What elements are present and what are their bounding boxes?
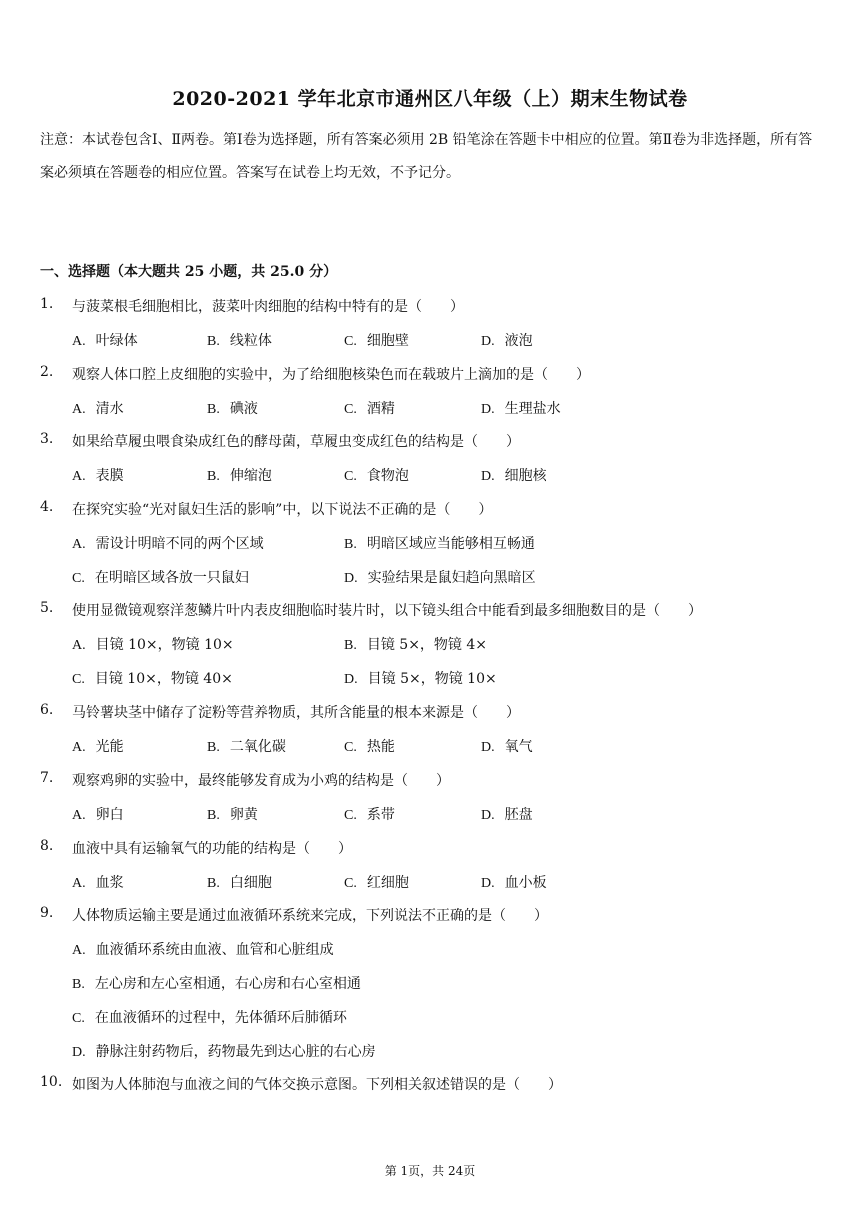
option-letter: D. bbox=[481, 334, 495, 349]
option-letter: A. bbox=[72, 808, 86, 823]
option-letter: B. bbox=[207, 469, 220, 484]
option-letter: C. bbox=[72, 571, 85, 586]
answer-option bbox=[344, 804, 395, 824]
option-letter: B. bbox=[207, 740, 220, 755]
option-text: 卵白 bbox=[95, 807, 124, 823]
question-number: 1. bbox=[40, 296, 54, 312]
question-number: 8. bbox=[40, 838, 54, 854]
option-letter: D. bbox=[481, 469, 495, 484]
option-letter: B. bbox=[207, 402, 220, 417]
option-text: 血液循环系统由血液、血管和心脏组成 bbox=[95, 942, 334, 958]
question-number: 10. bbox=[40, 1074, 63, 1090]
option-letter: C. bbox=[344, 808, 357, 823]
option-letter: C. bbox=[72, 1011, 85, 1026]
option-letter: B. bbox=[72, 977, 85, 992]
answer-option bbox=[344, 330, 409, 350]
exam-notice: 注意：本试卷包含Ⅰ、Ⅱ两卷。第Ⅰ卷为选择题，所有答案必须用 2B 铅笔涂在答题卡中相应的位置。第Ⅱ卷为非选择题，所有答案必须填在答题卷的相应位置。答案写在试卷上均无效，不予记分。 bbox=[40, 132, 813, 181]
answer-option bbox=[207, 804, 258, 824]
option-text: 红细胞 bbox=[366, 875, 409, 891]
exam-title: 2020-2021 学年北京市通州区八年级（上）期末生物试卷 bbox=[172, 88, 688, 110]
answer-option bbox=[344, 567, 536, 587]
option-text: 在血液循环的过程中，先体循环后肺循环 bbox=[94, 1010, 347, 1026]
section-heading: 一、选择题（本大题共 25 小题，共 25.0 分） bbox=[40, 264, 338, 280]
option-letter: B. bbox=[207, 876, 220, 891]
option-text: 酒精 bbox=[366, 401, 395, 417]
option-letter: D. bbox=[344, 672, 358, 687]
answer-option bbox=[72, 939, 334, 959]
question-number: 3. bbox=[40, 431, 54, 447]
option-letter: A. bbox=[72, 943, 86, 958]
option-text: 目镜 5×，物镜 10× bbox=[367, 671, 497, 687]
answer-option bbox=[72, 668, 233, 688]
answer-option bbox=[72, 804, 124, 824]
option-text: 目镜 10×，物镜 40× bbox=[94, 671, 233, 687]
option-text: 胚盘 bbox=[504, 807, 533, 823]
option-text: 清水 bbox=[95, 401, 124, 417]
answer-option bbox=[207, 330, 272, 350]
answer-option bbox=[72, 330, 138, 350]
question-text: 在探究实验“光对鼠妇生活的影响”中，以下说法不正确的是（ ） bbox=[72, 502, 493, 518]
answer-option bbox=[481, 330, 533, 350]
option-text: 系带 bbox=[366, 807, 395, 823]
answer-option bbox=[481, 465, 547, 485]
option-text: 光能 bbox=[95, 739, 124, 755]
option-letter: C. bbox=[344, 740, 357, 755]
answer-option bbox=[72, 872, 124, 892]
option-text: 氧气 bbox=[504, 739, 533, 755]
question-number: 7. bbox=[40, 770, 54, 786]
answer-option bbox=[481, 872, 547, 892]
answer-option bbox=[72, 736, 124, 756]
answer-option bbox=[344, 872, 409, 892]
option-letter: D. bbox=[481, 402, 495, 417]
question-text: 如图为人体肺泡与血液之间的气体交换示意图。下列相关叙述错误的是（ ） bbox=[72, 1077, 562, 1093]
option-text: 在明暗区域各放一只鼠妇 bbox=[94, 570, 249, 586]
question-text: 使用显微镜观察洋葱鳞片叶内表皮细胞临时装片时，以下镜头组合中能看到最多细胞数目的是（ ） bbox=[72, 603, 702, 619]
answer-option bbox=[481, 736, 533, 756]
answer-option bbox=[207, 465, 272, 485]
option-letter: C. bbox=[344, 469, 357, 484]
option-letter: D. bbox=[72, 1045, 86, 1060]
answer-option bbox=[481, 804, 533, 824]
answer-option bbox=[344, 736, 395, 756]
option-letter: B. bbox=[207, 334, 220, 349]
option-letter: A. bbox=[72, 638, 86, 653]
answer-option bbox=[72, 1007, 347, 1027]
option-letter: D. bbox=[481, 740, 495, 755]
option-letter: A. bbox=[72, 469, 86, 484]
answer-option bbox=[207, 736, 286, 756]
answer-option bbox=[207, 398, 258, 418]
question-text: 观察鸡卵的实验中，最终能够发育成为小鸡的结构是（ ） bbox=[72, 773, 450, 789]
answer-option bbox=[72, 533, 264, 553]
answer-option bbox=[72, 567, 249, 587]
option-text: 细胞壁 bbox=[366, 333, 409, 349]
question-number: 2. bbox=[40, 364, 54, 380]
option-text: 生理盐水 bbox=[504, 401, 561, 417]
option-text: 明暗区域应当能够相互畅通 bbox=[366, 536, 535, 552]
option-text: 细胞核 bbox=[504, 468, 547, 484]
option-text: 血小板 bbox=[504, 875, 547, 891]
answer-option bbox=[344, 533, 535, 553]
question-text: 人体物质运输主要是通过血液循环系统来完成，下列说法不正确的是（ ） bbox=[72, 908, 548, 924]
option-text: 表膜 bbox=[95, 468, 124, 484]
answer-option bbox=[344, 634, 487, 654]
option-text: 目镜 5×，物镜 4× bbox=[366, 637, 488, 653]
option-text: 食物泡 bbox=[366, 468, 409, 484]
option-letter: B. bbox=[344, 537, 357, 552]
option-letter: B. bbox=[207, 808, 220, 823]
answer-option bbox=[344, 398, 395, 418]
option-text: 实验结果是鼠妇趋向黑暗区 bbox=[367, 570, 536, 586]
option-letter: A. bbox=[72, 334, 86, 349]
answer-option bbox=[344, 668, 497, 688]
question-text: 血液中具有运输氧气的功能的结构是（ ） bbox=[72, 841, 352, 857]
page-footer: 第 1页，共 24页 bbox=[384, 1164, 476, 1178]
option-text: 线粒体 bbox=[229, 333, 272, 349]
option-letter: C. bbox=[72, 672, 85, 687]
option-text: 左心房和左心室相通，右心房和右心室相通 bbox=[94, 976, 361, 992]
option-text: 液泡 bbox=[504, 333, 533, 349]
option-text: 碘液 bbox=[229, 401, 258, 417]
question-text: 马铃薯块茎中储存了淀粉等营养物质，其所含能量的根本来源是（ ） bbox=[72, 705, 520, 721]
option-text: 需设计明暗不同的两个区域 bbox=[95, 536, 264, 552]
option-text: 静脉注射药物后，药物最先到达心脏的右心房 bbox=[95, 1044, 376, 1060]
option-letter: C. bbox=[344, 402, 357, 417]
question-number: 9. bbox=[40, 905, 54, 921]
option-letter: A. bbox=[72, 740, 86, 755]
option-text: 卵黄 bbox=[229, 807, 258, 823]
answer-option bbox=[72, 973, 361, 993]
option-text: 热能 bbox=[366, 739, 395, 755]
option-letter: B. bbox=[344, 638, 357, 653]
option-text: 二氧化碳 bbox=[229, 739, 286, 755]
question-number: 4. bbox=[40, 499, 54, 515]
option-text: 目镜 10×，物镜 10× bbox=[95, 637, 234, 653]
answer-option bbox=[207, 872, 272, 892]
option-letter: D. bbox=[481, 876, 495, 891]
option-text: 伸缩泡 bbox=[229, 468, 272, 484]
option-text: 白细胞 bbox=[229, 875, 272, 891]
option-text: 叶绿体 bbox=[95, 333, 138, 349]
option-letter: C. bbox=[344, 334, 357, 349]
option-letter: A. bbox=[72, 537, 86, 552]
option-text: 血浆 bbox=[95, 875, 124, 891]
answer-option bbox=[344, 465, 409, 485]
option-letter: D. bbox=[481, 808, 495, 823]
option-letter: A. bbox=[72, 876, 86, 891]
question-text: 观察人体口腔上皮细胞的实验中，为了给细胞核染色而在载玻片上滴加的是（ ） bbox=[72, 367, 590, 383]
question-number: 5. bbox=[40, 600, 54, 616]
answer-option bbox=[72, 634, 234, 654]
option-letter: D. bbox=[344, 571, 358, 586]
question-text: 与菠菜根毛细胞相比，菠菜叶肉细胞的结构中特有的是（ ） bbox=[72, 299, 464, 315]
answer-option bbox=[72, 465, 124, 485]
answer-option bbox=[72, 398, 124, 418]
answer-option bbox=[481, 398, 561, 418]
question-text: 如果给草履虫喂食染成红色的酵母菌，草履虫变成红色的结构是（ ） bbox=[72, 434, 520, 450]
question-number: 6. bbox=[40, 702, 54, 718]
option-letter: A. bbox=[72, 402, 86, 417]
answer-option bbox=[72, 1041, 376, 1061]
option-letter: C. bbox=[344, 876, 357, 891]
